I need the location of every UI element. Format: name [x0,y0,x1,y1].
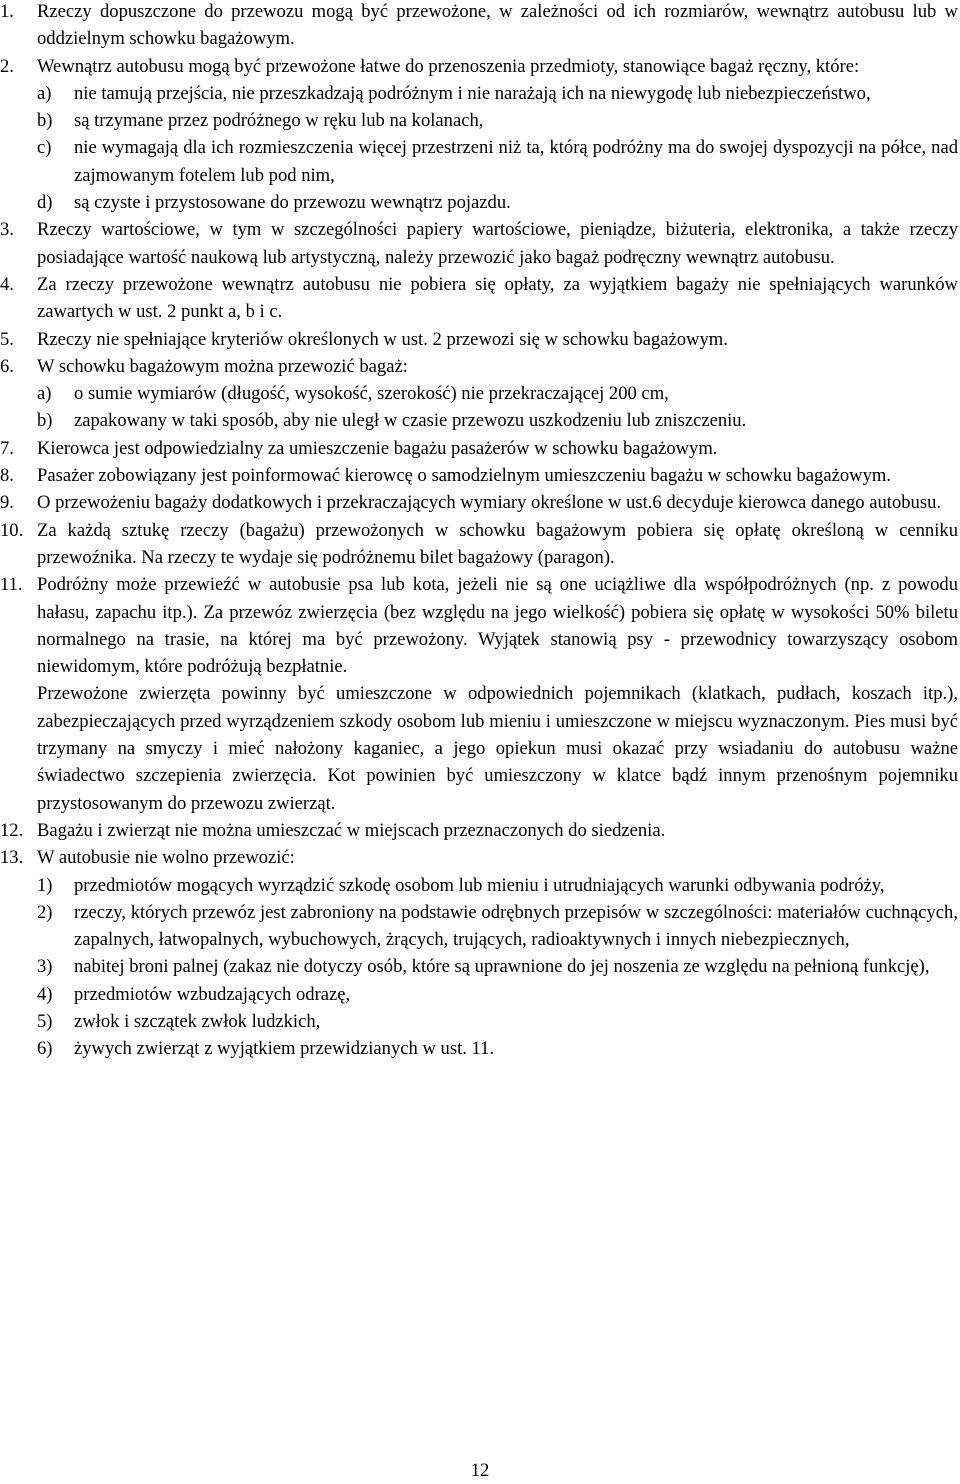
item-number: 2. [0,55,14,77]
sub-item-text: nie tamują przejścia, nie przeszkadzają podróżnym i nie narażają ich na niewygodę lub niebezpieczeństwo, [74,82,871,104]
sub-item [37,380,958,407]
item-number: 11. [0,574,23,596]
list-item [0,326,958,353]
sub-item-text: nie wymagają dla ich rozmieszczenia więcej przestrzeni niż ta, którą podróżny ma do swojej dyspozycji na półce, nad zajmowanym fotelem lub pod nim, [74,137,958,186]
item-number: 12. [0,819,24,841]
list-item [0,844,958,1062]
item-number: 8. [0,465,14,487]
sub-item [37,134,958,189]
sub-item-text: są czyste i przystosowane do przewozu wewnątrz pojazdu. [74,192,511,214]
sub-item-number: 6) [37,1038,53,1060]
list-item [0,216,958,271]
sub-item-text: przedmiotów wzbudzających odrazę, [74,983,351,1005]
sub-item-number: 1) [37,874,53,896]
list-item [0,517,958,572]
sub-item-number: a) [37,82,52,104]
sub-item-number: b) [37,110,53,132]
item-number: 9. [0,492,14,514]
item-number: 10. [0,519,24,541]
item-paragraph: Bagażu i zwierząt nie można umieszczać w miejscach przeznaczonych do siedzenia. [37,819,666,841]
item-number: 6. [0,355,14,377]
sub-item-text: żywych zwierząt z wyjątkiem przewidzianych w ust. 11. [74,1038,495,1060]
list-item [0,817,958,844]
item-number: 3. [0,219,14,241]
item-paragraph: Za rzeczy przewożone wewnątrz autobusu nie pobiera się opłaty, za wyjątkiem bagaży nie spełniających warunków zawartych w ust. 2 punkt a, b i c. [37,273,958,323]
sub-item-number: 3) [37,956,53,978]
sub-item-text: są trzymane przez podróżnego w ręku lub na kolanach, [74,110,484,132]
sub-item [37,953,958,980]
item-paragraph: Rzeczy dopuszczone do przewozu mogą być przewożone, w zależności od ich rozmiarów, wewnątrz autobusu lub w oddzielnym schowku bagażowym. [37,1,958,50]
sub-item [37,407,958,434]
item-paragraph: Kierowca jest odpowiedzialny za umieszczenie bagażu pasażerów w schowku bagażowym. [37,437,718,459]
sub-item-text: o sumie wymiarów (długość, wysokość, szerokość) nie przekraczającej 200 cm, [74,383,669,405]
list-item [0,0,958,53]
list-item [0,271,958,326]
sub-item-text: zwłok i szczątek zwłok ludzkich, [74,1010,321,1032]
item-paragraph: Podróżny może przewieźć w autobusie psa lub kota, jeżeli nie są one uciążliwe dla współpodróżnych (np. z powodu hałasu, zapachu itp.). Za przewóz zwierzęcia (bez względu na jego wielkość) pobiera się opłatę w wysokości 50% biletu normalnego na trasie, na której ma być przewożony. Wyjątek stanowią psy - przewodnicy towarzyszący osobom niewidomym, które podróżują bezpłatnie. [37,574,958,678]
sub-item-number: b) [37,410,53,432]
sub-item-number: d) [37,192,53,214]
sub-item-number: a) [37,383,52,405]
sub-item [37,1035,958,1062]
sub-item-text: przedmiotów mogących wyrządzić szkodę osobom lub mieniu i utrudniających warunki odbywania podróży, [74,874,885,896]
list-item [0,462,958,489]
sub-list [37,80,958,216]
sub-item [37,981,958,1008]
sub-item [37,107,958,134]
item-number: 4. [0,273,14,295]
sub-item-text: zapakowany w taki sposób, aby nie uległ w czasie przewozu uszkodzeniu lub zniszczeniu. [74,410,747,432]
item-paragraph: Rzeczy wartościowe, w tym w szczególności papiery wartościowe, pieniądze, biżuteria, elektronika, a także rzeczy posiadające wartość naukową lub artystyczną, należy przewozić jako bagaż podręczny wewnątrz autobusu. [37,219,958,268]
sub-item-number: 2) [37,901,53,923]
sub-item [37,1008,958,1035]
list-item [0,353,958,435]
sub-item [37,189,958,216]
sub-item-number: 5) [37,1010,53,1032]
item-paragraph: Pasażer zobowiązany jest poinformować kierowcę o samodzielnym umieszczeniu bagażu w schowku bagażowym. [37,465,891,487]
sub-item [37,80,958,107]
item-number: 1. [0,1,14,22]
list-item [0,571,958,817]
sub-item [37,899,958,954]
item-number: 7. [0,437,14,459]
list-item [0,435,958,462]
sub-item-number: c) [37,137,52,159]
item-number: 13. [0,847,24,869]
sub-item [37,872,958,899]
sub-item-text: rzeczy, których przewóz jest zabroniony na podstawie odrębnych przepisów w szczególności: materiałów cuchnących, zapalnych, łatwopalnych, wybuchowych, żrących, trujących, radioaktywnych i innych niebezpiecznych, [74,901,958,951]
page-number: 12 [470,1460,490,1481]
item-number: 5. [0,328,14,350]
item-paragraph: O przewożeniu bagaży dodatkowych i przekraczających wymiary określone w ust.6 decyduje kierowca danego autobusu. [37,492,942,514]
item-paragraph: W autobusie nie wolno przewozić: [37,847,295,869]
sub-list [37,872,958,1063]
list-item [0,53,958,217]
sub-list [37,380,958,435]
item-paragraph: Rzeczy nie spełniające kryteriów określonych w ust. 2 przewozi się w schowku bagażowym. [37,328,728,350]
sub-item-number: 4) [37,983,53,1005]
item-paragraph: Za każdą sztukę rzeczy (bagażu) przewożonych w schowku bagażowym pobiera się opłatę określoną w cenniku przewoźnika. Na rzeczy te wydaje się podróżnemu bilet bagażowy (paragon). [37,519,958,568]
item-paragraph: W schowku bagażowym można przewozić bagaż: [37,355,408,377]
sub-item-text: nabitej broni palnej (zakaz nie dotyczy osób, które są uprawnione do jej noszenia ze względu na pełnioną funkcję), [74,956,930,978]
item-paragraph: Przewożone zwierzęta powinny być umieszczone w odpowiednich pojemnikach (klatkach, pudłach, koszach itp.), zabezpieczających przed wyrządzeniem szkody osobom lub mieniu i umieszczone w miejscu wyznaczonym. Pies musi być trzymany na smyczy i mieć nałożony kaganiec, a jego opiekun musi okazać przy wsiadaniu do autobusu ważne świadectwo szczepienia zwierzęcia. Kot powinien być umieszczony w klatce bądź innym przenośnym pojemniku przystosowanym do przewozu zwierząt. [37,683,958,814]
item-paragraph: Wewnątrz autobusu mogą być przewożone łatwe do przenoszenia przedmioty, stanowiące bagaż ręczny, które: [37,55,860,77]
list-item [0,489,958,516]
